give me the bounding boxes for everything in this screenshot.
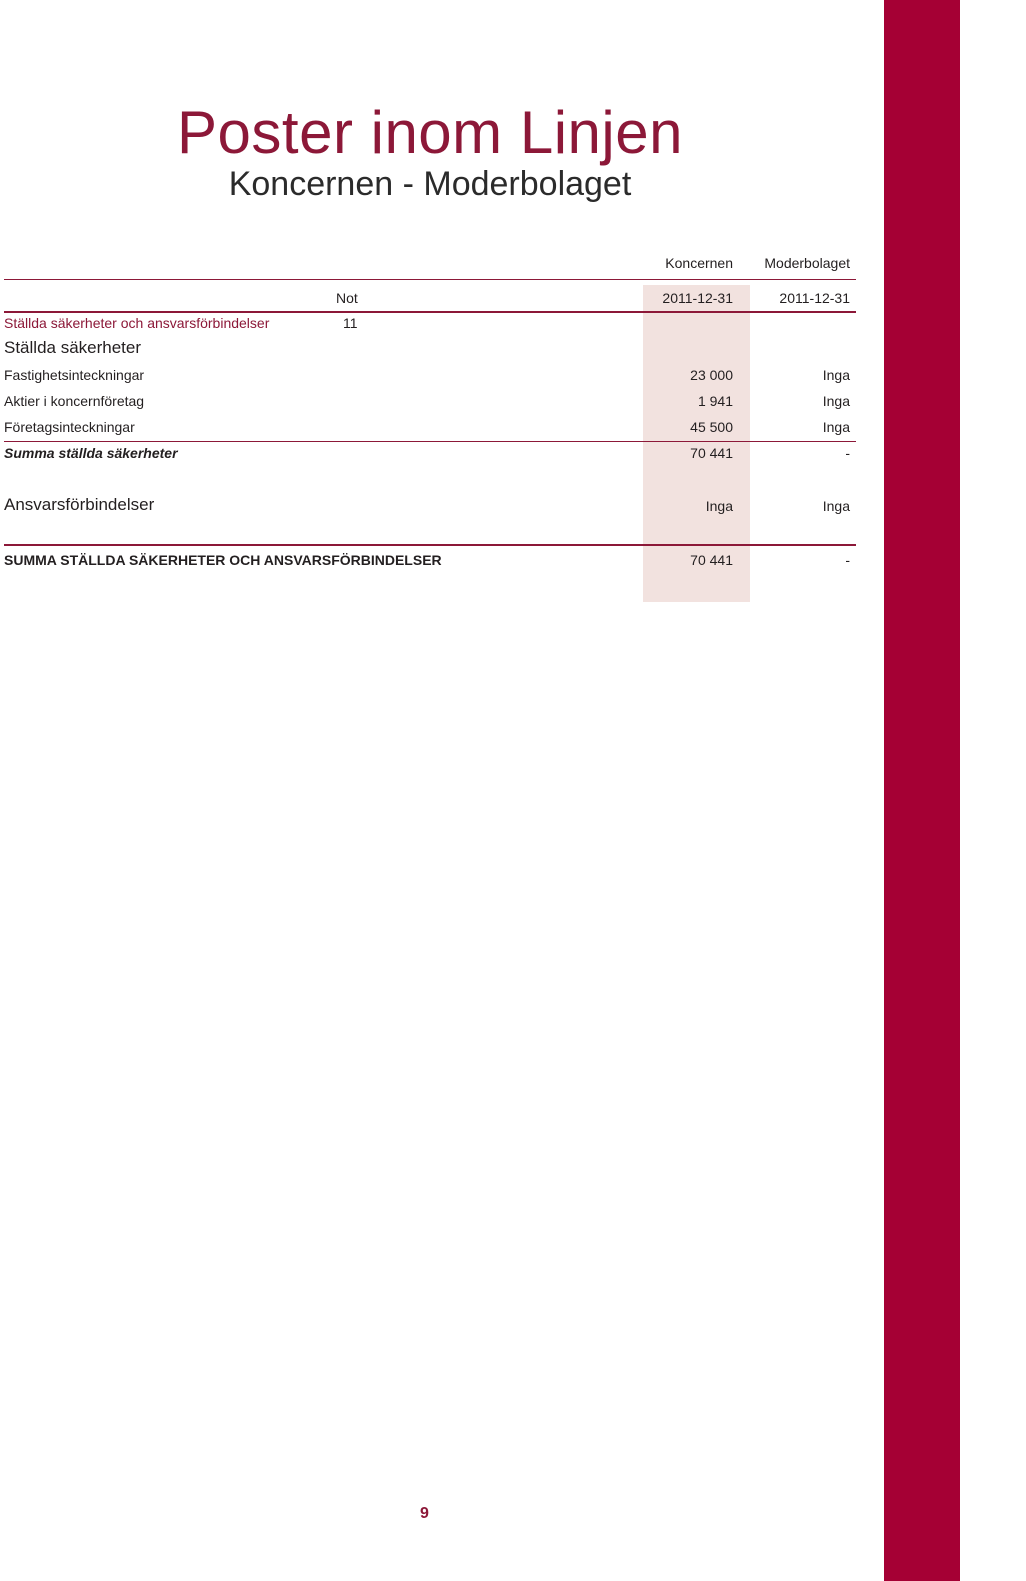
- row-koncernen-value: 1 941: [697, 393, 733, 409]
- header-not: Not: [336, 290, 358, 306]
- header-moderbolaget-date: 2011-12-31: [779, 290, 850, 306]
- page-subtitle: Koncernen - Moderbolaget: [228, 165, 632, 203]
- contingent-koncernen-value: Inga: [705, 498, 733, 514]
- row-moderbolaget-value: Inga: [822, 367, 850, 383]
- page-title: Poster inom Linjen: [177, 99, 683, 166]
- row-label: Företagsinteckningar: [4, 419, 135, 435]
- subtotal-divider: [4, 441, 856, 442]
- grand-total-koncernen-value: 70 441: [690, 552, 733, 568]
- contingent-moderbolaget-value: Inga: [822, 498, 850, 514]
- side-bar: [884, 0, 960, 1581]
- header-moderbolaget: Moderbolaget: [764, 255, 850, 271]
- row-koncernen-value: 45 500: [690, 419, 733, 435]
- pledged-title: Ställda säkerheter: [4, 338, 142, 357]
- row-koncernen-value: 23 000: [690, 367, 733, 383]
- row-label: Fastighetsinteckningar: [4, 367, 145, 383]
- grand-total-label: SUMMA STÄLLDA SÄKERHETER OCH ANSVARSFÖRBINDELSER: [4, 552, 442, 568]
- grand-total-moderbolaget-value: -: [845, 552, 850, 568]
- header-divider: [4, 279, 856, 280]
- row-label: Aktier i koncernföretag: [4, 393, 145, 409]
- contingent-label: Ansvarsförbindelser: [4, 495, 155, 514]
- subtotal-label: Summa ställda säkerheter: [4, 445, 178, 461]
- header-koncernen: Koncernen: [665, 255, 733, 271]
- date-divider: [4, 311, 856, 313]
- header-koncernen-date: 2011-12-31: [662, 290, 733, 306]
- subtotal-moderbolaget-value: -: [845, 445, 850, 461]
- page-number: 9: [420, 1505, 429, 1522]
- row-moderbolaget-value: Inga: [822, 393, 850, 409]
- subtotal-koncernen-value: 70 441: [690, 445, 733, 461]
- section-note: 11: [343, 315, 358, 331]
- grand-total-divider: [4, 544, 856, 546]
- row-moderbolaget-value: Inga: [822, 419, 850, 435]
- side-label: POSTER INOM LINJEN: [962, 39, 1019, 712]
- section-heading: Ställda säkerheter och ansvarsförbindelser: [4, 315, 270, 331]
